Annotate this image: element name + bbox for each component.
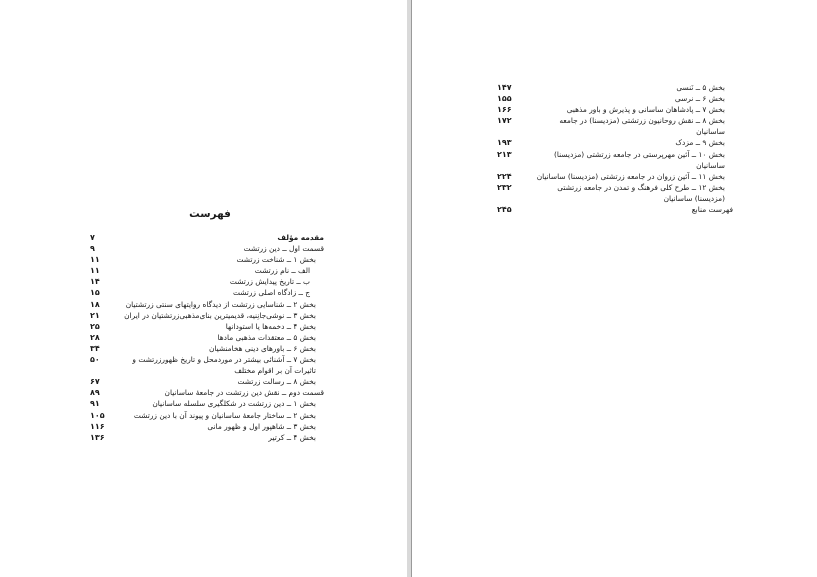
toc-entry bbox=[90, 398, 324, 409]
toc-entry-page-number: ۵۰ bbox=[90, 355, 100, 365]
toc-entry-page-number: ۱۰۵ bbox=[90, 410, 105, 420]
toc-entry bbox=[497, 171, 733, 182]
toc-entry-title: بخش ۸ ــ نقش روحانیون زرتشتی (مزدیسنا) در جامعه ساسانیان bbox=[556, 116, 725, 137]
toc-entry-title: بخش ۱ ــ دین زرتشت در شکلگیری سلسله ساسانیان bbox=[152, 399, 316, 409]
toc-entry-title: بخش ۱۱ ــ آئین زروان در جامعه زرتشتی (مزدیسنا) ساسانیان bbox=[536, 171, 725, 181]
toc-entry-page-number: ۱۵۵ bbox=[497, 94, 512, 104]
toc-entry bbox=[90, 410, 324, 421]
toc-entry-page-number: ۲۱۳ bbox=[497, 149, 512, 159]
toc-entry-page-number: ۹ bbox=[90, 244, 95, 254]
toc-entry bbox=[90, 376, 324, 387]
toc-entry-title: بخش ۲ ــ ساختار جامعهٔ ساسانیان و پیوند آن با دین زرتشت bbox=[133, 410, 316, 420]
toc-entry-page-number: ۸۹ bbox=[90, 388, 100, 398]
toc-entry-title: الف ــ نام زرتشت bbox=[254, 266, 310, 276]
toc-entry-page-number: ۲۳۲ bbox=[497, 182, 512, 192]
toc-entry-page-number: ۲۴۵ bbox=[497, 205, 512, 215]
toc-entry-page-number: ۳۴ bbox=[90, 343, 100, 353]
toc-entry-title: بخش ۴ ــ دخمه‌ها یا استودانها bbox=[225, 321, 316, 331]
toc-entry-page-number: ۱۵ bbox=[90, 288, 100, 298]
toc-list-right bbox=[497, 82, 733, 215]
toc-entry-page-number: ۶۷ bbox=[90, 377, 100, 387]
toc-entry bbox=[90, 299, 324, 310]
toc-entry-page-number: ۱۱ bbox=[90, 255, 100, 265]
toc-entry-title: بخش ۵ ــ نَنسی bbox=[676, 83, 725, 92]
toc-entry bbox=[90, 387, 324, 398]
toc-entry bbox=[90, 354, 324, 376]
toc-entry-title: ب ــ تاریخ پیدایش زرتشت bbox=[229, 277, 310, 287]
toc-entry-page-number: ۱۳۶ bbox=[90, 432, 105, 442]
toc-entry bbox=[90, 265, 324, 276]
toc-list-left bbox=[90, 232, 324, 443]
toc-entry-title: بخش ۷ ــ آشنائی بیشتر در موردمحل و تاریخ ظهورزرتشت و تاثیرات آن بر اقوام مختلف bbox=[130, 355, 316, 376]
toc-entry-title: بخش ۵ ــ معتقدات مذهبی مادها bbox=[217, 332, 316, 342]
toc-entry-title: بخش ۶ ــ نرسی bbox=[674, 94, 725, 104]
toc-entry bbox=[90, 432, 324, 443]
toc-entry bbox=[90, 321, 324, 332]
toc-entry-page-number: ۱۶۶ bbox=[497, 105, 512, 115]
toc-entry bbox=[497, 82, 733, 93]
toc-entry-page-number: ۱۴۷ bbox=[497, 83, 512, 92]
toc-entry bbox=[90, 421, 324, 432]
toc-entry bbox=[90, 232, 324, 243]
toc-entry-title: بخش ۳ ــ نوشی‌جانِنیه، قدیمیترین بنای‌مذهبی‌زرتشتیان در ایران bbox=[124, 310, 316, 320]
toc-entry-title: بخش ۴ ــ کرتیر bbox=[268, 432, 316, 442]
toc-entry-page-number: ۲۲۴ bbox=[497, 171, 512, 181]
toc-entry bbox=[90, 276, 324, 287]
toc-entry-title: مقدمه مؤلف bbox=[277, 233, 324, 242]
toc-entry-title: فهرست منابع bbox=[691, 205, 733, 215]
toc-entry-title: قسمت دوم ــ نقش دین زرتشت در جامعهٔ ساسانیان bbox=[164, 388, 324, 398]
toc-entry bbox=[497, 93, 733, 104]
toc-entry-title: بخش ۱ ــ شناخت زرتشت bbox=[236, 255, 316, 265]
toc-entry bbox=[90, 243, 324, 254]
toc-entry-title: ج ــ زادگاه اصلی زرتشت bbox=[232, 288, 310, 298]
toc-entry-page-number: ۱۱ bbox=[90, 266, 100, 276]
toc-entry bbox=[90, 287, 324, 298]
toc-entry-page-number: ۱۱۶ bbox=[90, 421, 105, 431]
toc-entry-page-number: ۲۵ bbox=[90, 321, 100, 331]
toc-entry-page-number: ۱۴ bbox=[90, 277, 100, 287]
toc-entry-page-number: ۱۸ bbox=[90, 299, 100, 309]
toc-entry-title: بخش ۱۲ ــ طرح کلی فرهنگ و تمدن در جامعه زرتشتی (مزدیسنا) ساسانیان bbox=[554, 182, 725, 203]
toc-entry bbox=[90, 343, 324, 354]
toc-entry bbox=[497, 204, 733, 215]
toc-entry bbox=[497, 104, 733, 115]
toc-entry bbox=[90, 254, 324, 265]
toc-entry-title: بخش ۳ ــ شاهپور اول و ظهور مانی bbox=[207, 421, 316, 431]
toc-title: فهرست bbox=[189, 208, 231, 220]
toc-entry-title: بخش ۷ ــ پادشاهان ساسانی و پذیرش و باور مذهبی bbox=[566, 105, 725, 115]
toc-entry-title: قسمت اول ــ دین زرتشت bbox=[243, 244, 324, 254]
toc-entry bbox=[497, 182, 733, 204]
toc-entry-title: بخش ۶ ــ باورهای دینی هخامنشیان bbox=[208, 343, 316, 353]
toc-entry-title: بخش ۸ ــ رسالت زرتشت bbox=[237, 377, 316, 387]
toc-entry bbox=[497, 115, 733, 137]
toc-entry-title: بخش ۹ ــ مزدک bbox=[675, 138, 725, 148]
toc-entry-page-number: ۲۱ bbox=[90, 310, 100, 320]
toc-entry-page-number: ۷ bbox=[90, 233, 95, 242]
toc-entry bbox=[497, 149, 733, 171]
toc-entry bbox=[497, 137, 733, 148]
toc-entry bbox=[90, 332, 324, 343]
toc-entry-page-number: ۱۷۲ bbox=[497, 116, 512, 126]
toc-entry-title: بخش ۲ ــ شناسایی زرتشت از دیدگاه روایتهای سنتی زرتشتیان bbox=[125, 299, 316, 309]
toc-entry-page-number: ۲۸ bbox=[90, 332, 100, 342]
toc-entry bbox=[90, 310, 324, 321]
toc-entry-title: بخش ۱۰ ــ آئین مهرپرستی در جامعه زرتشتی (مزدیسنا) ساسانیان bbox=[551, 149, 725, 170]
toc-entry-page-number: ۹۱ bbox=[90, 399, 100, 409]
toc-entry-page-number: ۱۹۳ bbox=[497, 138, 512, 148]
